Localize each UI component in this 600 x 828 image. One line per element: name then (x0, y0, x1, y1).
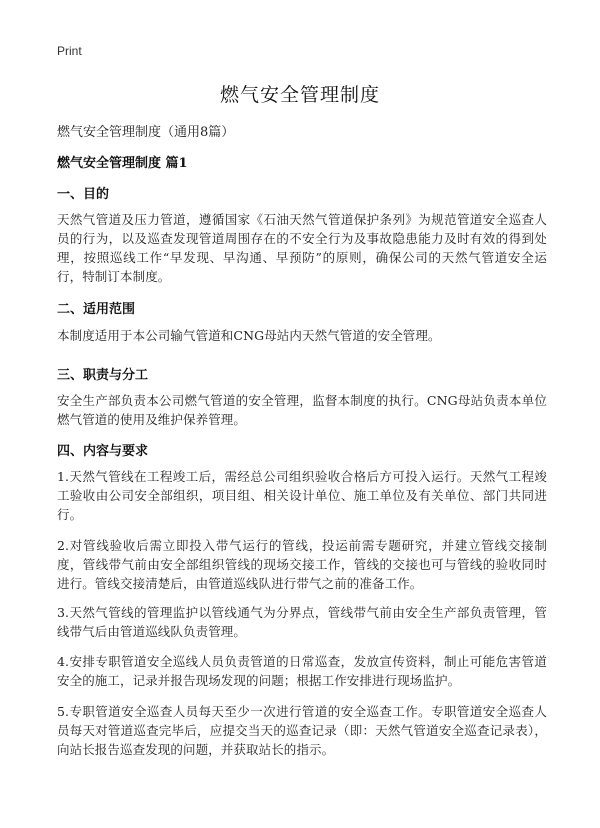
print-label[interactable]: Print (57, 44, 82, 58)
section-heading-responsibilities: 三、职责与分工 (57, 368, 149, 383)
numbered-paragraph-5: 5.专职管道安全巡查人员每天至少一次进行管道的安全巡查工作。专职管道安全巡查人员每天对管道巡查完毕后，应提交当天的巡查记录（即：天然气管道安全巡查记录表），向站长报告巡查发现的问题，并获取站长的指示。 (57, 704, 547, 757)
section-paragraph: 天然气管道及压力管道，遵循国家《石油天然气管道保护条列》为规范管道安全巡查人员的行为，以及巡查发现管道周围存在的不安全行为及事故隐患能力及时有效的得到处理，按照巡线工作“早发现、早沟通、早预防”的原则，确保公司的天然气管道安全运行，特制订本制度。 (57, 212, 547, 284)
numbered-paragraph-1: 1.天然气管线在工程竣工后，需经总公司组织验收合格后方可投入运行。天然气工程竣工验收由公司安全部组织，项目组、相关设计单位、施工单位及有关单位、部门共同进行。 (57, 469, 547, 522)
section-heading-purpose: 一、目的 (57, 187, 110, 202)
section-paragraph: 本制度适用于本公司输气管道和CNG母站内天然气管道的安全管理。 (57, 328, 441, 343)
section-heading-requirements: 四、内容与要求 (57, 444, 149, 459)
section-paragraph: 安全生产部负责本公司燃气管道的安全管理，监督本制度的执行。CNG母站负责本单位燃气管道的使用及维护保养管理。 (57, 393, 547, 427)
document-subtitle: 燃气安全管理制度（通用8篇） (57, 125, 235, 140)
numbered-paragraph-2: 2.对管线验收后需立即投入带气运行的管线，投运前需专题研究，并建立管线交接制度，管线带气前由安全部组织管线的现场交接工作，管线的交接也可与管线的验收同时进行。管线交接清楚后，由管道巡线队进行带气之前的准备工作。 (57, 538, 547, 591)
numbered-paragraph-4: 4.安排专职管道安全巡线人员负责管道的日常巡查，发放宣传资料，制止可能危害管道安全的施工，记录并报告现场发现的问题；根据工作安排进行现场监护。 (57, 654, 547, 688)
section-heading-scope: 二、适用范围 (57, 302, 136, 317)
page-title: 燃气安全管理制度 (219, 84, 380, 106)
part-title: 燃气安全管理制度 篇1 (57, 156, 188, 171)
numbered-paragraph-3: 3.天然气管线的管理监护以管线通气为分界点，管线带气前由安全生产部负责管理，管线带气后由管道巡线队负责管理。 (57, 605, 547, 639)
